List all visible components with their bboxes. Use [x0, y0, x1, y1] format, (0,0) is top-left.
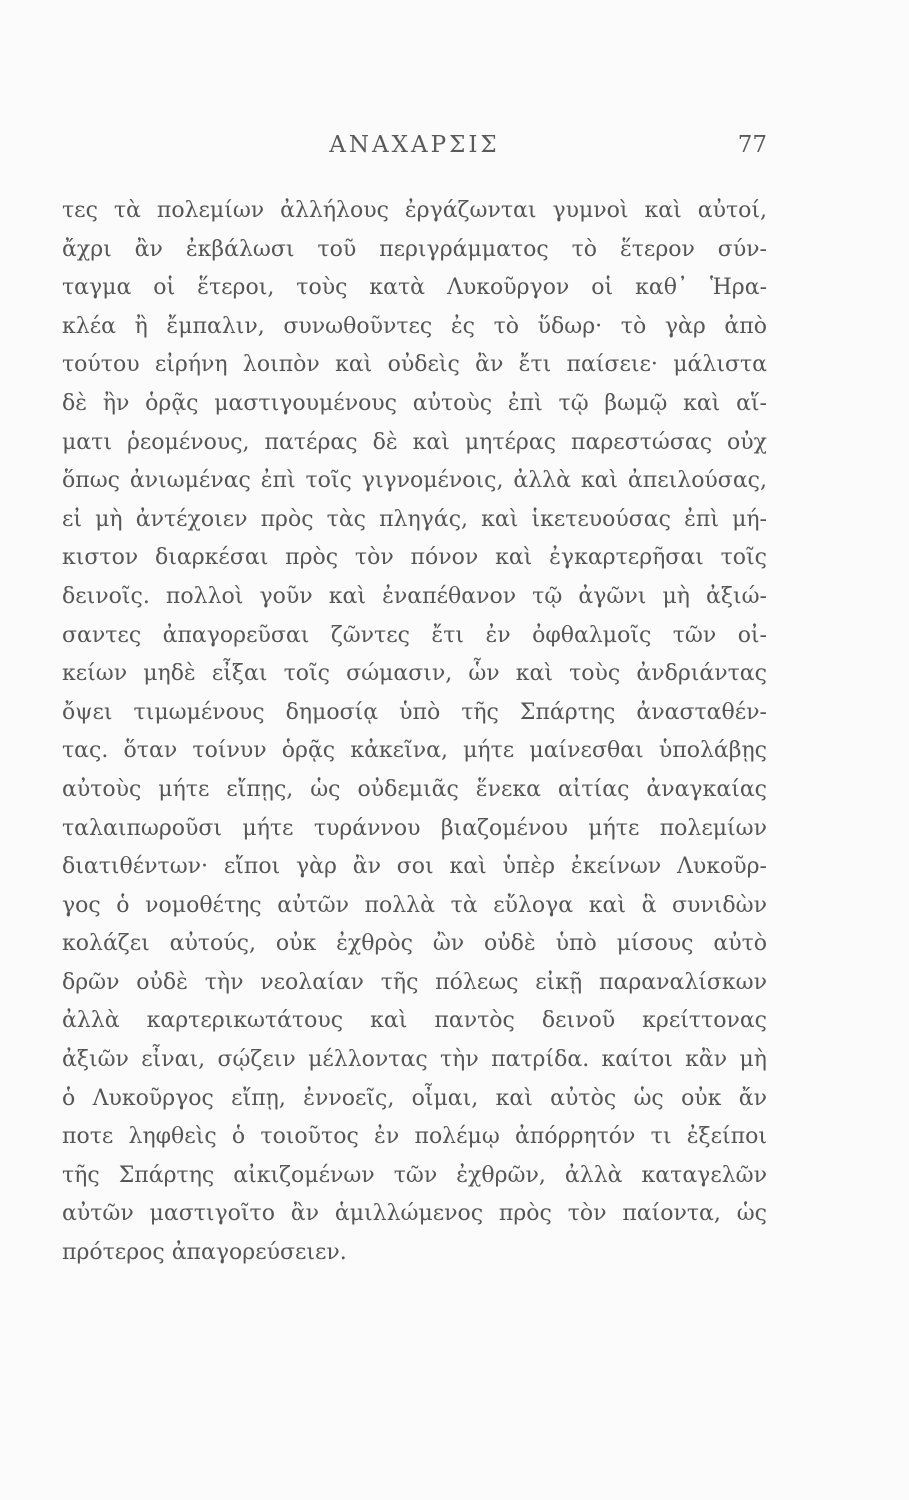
text-line: ἀλλὰ καρτερικωτάτους καὶ παντὸς δεινοῦ κρείττονας — [62, 1008, 767, 1034]
text-line: ἄχρι ἂν ἐκβάλωσι τοῦ περιγράμματος τὸ ἕτερον σύν- — [62, 236, 767, 262]
text-line: κλέα ἢ ἔμπαλιν, συνωθοῦντες ἐς τὸ ὕδωρ· τὸ γὰρ ἀπὸ — [62, 313, 767, 339]
running-head — [62, 132, 767, 168]
text-line: τες τὰ πολεμίων ἀλλήλους ἐργάζωνται γυμνοὶ καὶ αὐτοί, — [62, 198, 767, 223]
text-line: διατιθέντων· εἴποι γὰρ ἂν σοι καὶ ὑπὲρ ἐκείνων Λυκοῦρ- — [62, 854, 767, 880]
text-line: πρότερος ἀπαγορεύσειεν. — [62, 1240, 347, 1266]
text-line: γος ὁ νομοθέτης αὐτῶν πολλὰ τὰ εὔλογα καὶ ἃ συνιδὼν — [62, 892, 767, 918]
text-line: ταγμα οἱ ἕτεροι, τοὺς κατὰ Λυκοῦργον οἱ καθ᾽ Ἡρα- — [62, 275, 767, 301]
body-text — [62, 192, 767, 1273]
text-line: ὅπως ἀνιωμένας ἐπὶ τοῖς γιγνομένοις, ἀλλὰ καὶ ἀπειλούσας, — [62, 468, 767, 494]
text-line: εἰ μὴ ἀντέχοιεν πρὸς τὰς πληγάς, καὶ ἱκετευούσας ἐπὶ μή- — [62, 506, 767, 532]
text-line: κείων μηδὲ εἶξαι τοῖς σώμασιν, ὧν καὶ τοὺς ἀνδριάντας — [62, 661, 767, 687]
running-title: ΑΝΑΧΑΡΣΙΣ — [329, 132, 500, 158]
text-line: δρῶν οὐδὲ τὴν νεολαίαν τῆς πόλεως εἰκῇ παραναλίσκων — [62, 969, 767, 995]
text-line: τας. ὅταν τοίνυν ὁρᾷς κἀκεῖνα, μήτε μαίνεσθαι ὑπολάβῃς — [62, 738, 767, 764]
text-line: ποτε ληφθεὶς ὁ τοιοῦτος ἐν πολέμῳ ἀπόρρητόν τι ἐξείποι — [62, 1124, 767, 1150]
text-line: ταλαιπωροῦσι μήτε τυράννου βιαζομένου μήτε πολεμίων — [62, 815, 767, 841]
text-line: ἀξιῶν εἶναι, σῴζειν μέλλοντας τὴν πατρίδα. καίτοι κἂν μὴ — [62, 1047, 767, 1073]
text-line: δὲ ἢν ὁρᾷς μαστιγουμένους αὐτοὺς ἐπὶ τῷ βωμῷ καὶ αἵ- — [62, 390, 767, 416]
text-line: ὁ Λυκοῦργος εἴπῃ, ἐννοεῖς, οἶμαι, καὶ αὐτὸς ὡς οὐκ ἄν — [62, 1085, 767, 1111]
text-line: δεινοῖς. πολλοὶ γοῦν καὶ ἐναπέθανον τῷ ἀγῶνι μὴ ἀξιώ- — [62, 583, 767, 609]
text-line: τῆς Σπάρτης αἰκιζομένων τῶν ἐχθρῶν, ἀλλὰ καταγελῶν — [62, 1162, 767, 1188]
text-line: κιστον διαρκέσαι πρὸς τὸν πόνον καὶ ἐγκαρτερῆσαι τοῖς — [62, 545, 767, 571]
text-line: ματι ῥεομένους, πατέρας δὲ καὶ μητέρας παρεστώσας οὐχ — [62, 429, 767, 455]
text-line: αὐτοὺς μήτε εἴπῃς, ὡς οὐδεμιᾶς ἕνεκα αἰτίας ἀναγκαίας — [62, 776, 767, 802]
text-line: κολάζει αὐτούς, οὐκ ἐχθρὸς ὢν οὐδὲ ὑπὸ μίσους αὐτὸ — [62, 931, 767, 957]
page-number: 77 — [737, 132, 767, 158]
text-line: ὄψει τιμωμένους δημοσίᾳ ὑπὸ τῆς Σπάρτης ἀνασταθέν- — [62, 699, 767, 725]
text-line: τούτου εἰρήνη λοιπὸν καὶ οὐδεὶς ἂν ἔτι παίσειε· μάλιστα — [62, 352, 767, 378]
text-line: αὐτῶν μαστιγοῖτο ἂν ἁμιλλώμενος πρὸς τὸν παίοντα, ὡς — [62, 1201, 767, 1227]
text-line: σαντες ἀπαγορεῦσαι ζῶντες ἔτι ἐν ὀφθαλμοῖς τῶν οἰ- — [62, 622, 767, 648]
